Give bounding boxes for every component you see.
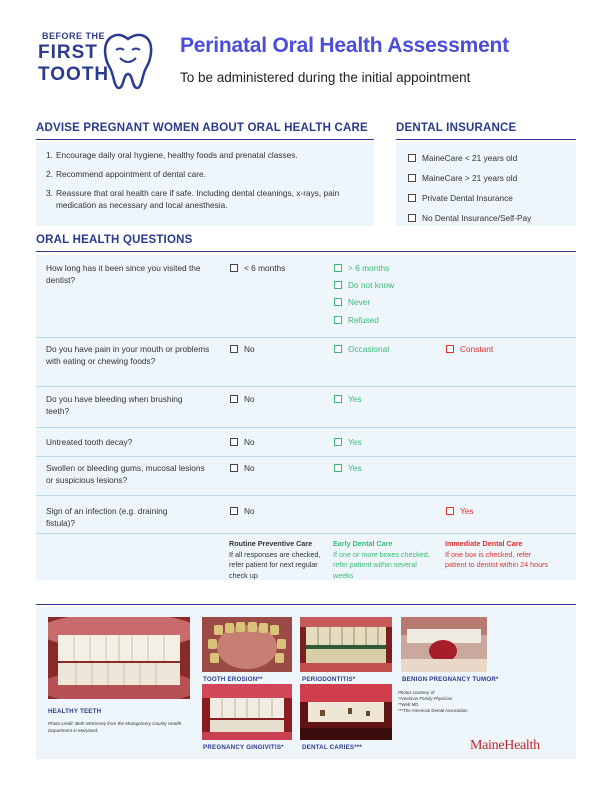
courtesy-line: *American Family Physician	[398, 696, 453, 701]
option-refused[interactable]	[334, 314, 379, 326]
logo-line-3: TOOTH	[38, 64, 110, 85]
option-label: No	[244, 344, 255, 354]
option-more-than-6-months[interactable]	[334, 262, 389, 274]
checkbox[interactable]	[334, 438, 342, 446]
checkbox[interactable]	[446, 345, 454, 353]
option-label: No	[244, 463, 255, 473]
question-pain: Do you have pain in your mouth or problems with eating or chewing foods?	[46, 344, 210, 366]
checkbox[interactable]	[334, 281, 342, 289]
option-label: Yes	[348, 463, 362, 473]
periodontitis-photo	[300, 617, 392, 672]
row-divider	[36, 495, 576, 496]
courtesy-line: Photos courtesy of	[398, 690, 435, 695]
questions-rule	[36, 251, 576, 252]
checkbox[interactable]	[446, 507, 454, 515]
option-decay-yes[interactable]	[334, 436, 362, 448]
advise-item-text: Reassure that oral health care if safe. Including dental cleanings, x-rays, pain medication as necessary and local anesthesia.	[56, 188, 340, 210]
checkbox[interactable]	[230, 464, 238, 472]
checkbox[interactable]	[334, 316, 342, 324]
page-title: Perinatal Oral Health Assessment	[180, 34, 509, 57]
option-pain-no[interactable]	[230, 343, 255, 355]
option-label: No	[244, 437, 255, 447]
page-subtitle: To be administered during the initial appointment	[180, 70, 471, 85]
legend-title: Immediate Dental Care	[445, 539, 523, 548]
option-label: No	[244, 394, 255, 404]
advise-item	[46, 168, 366, 180]
caption-tooth-erosion: TOOTH EROSION**	[203, 676, 263, 683]
option-less-than-6-months[interactable]	[230, 262, 285, 274]
advise-item-text: Encourage daily oral hygiene, healthy foods and prenatal classes.	[56, 150, 298, 160]
option-label: Private Dental Insurance	[422, 193, 513, 203]
advise-heading: ADVISE PREGNANT WOMEN ABOUT ORAL HEALTH CARE	[36, 122, 368, 134]
advise-item-number: 3.	[46, 188, 53, 198]
insurance-option-self-pay[interactable]	[408, 208, 531, 228]
advise-list	[46, 149, 366, 218]
legend-title: Routine Preventive Care	[229, 539, 313, 548]
mainehealth-logo: MaineHealth	[470, 738, 540, 753]
checkbox[interactable]	[230, 507, 238, 515]
checkbox[interactable]	[230, 438, 238, 446]
photos-rule	[36, 604, 576, 605]
option-label: Yes	[348, 394, 362, 404]
tooth-erosion-photo	[202, 617, 292, 672]
option-gums-yes[interactable]	[334, 462, 362, 474]
checkbox[interactable]	[408, 174, 416, 182]
benign-pregnancy-tumor-photo	[401, 617, 487, 672]
row-divider	[36, 533, 576, 534]
courtesy-line: **Web MD	[398, 702, 419, 707]
option-pain-occasional[interactable]	[334, 343, 389, 355]
option-infection-yes[interactable]	[446, 505, 474, 517]
checkbox[interactable]	[334, 395, 342, 403]
checkbox[interactable]	[334, 264, 342, 272]
checkbox[interactable]	[230, 395, 238, 403]
dental-caries-photo	[300, 684, 392, 740]
advise-item	[46, 149, 366, 161]
logo-line-2: FIRST	[38, 42, 98, 63]
option-bleeding-no[interactable]	[230, 393, 255, 405]
logo-line-1: BEFORE THE	[42, 31, 106, 41]
advise-rule	[36, 139, 374, 140]
courtesy-line: ***The American Dental Association	[398, 708, 468, 713]
question-bleeding: Do you have bleeding when brushing teeth?	[46, 394, 183, 416]
checkbox[interactable]	[230, 264, 238, 272]
option-bleeding-yes[interactable]	[334, 393, 362, 405]
insurance-options	[408, 148, 531, 228]
option-label: No	[244, 506, 255, 516]
question-tooth-decay: Untreated tooth decay?	[46, 437, 133, 447]
option-decay-no[interactable]	[230, 436, 255, 448]
legend-text: If one or more boxes checked, refer patient within several weeks	[333, 549, 430, 580]
caption-dental-caries: DENTAL CARIES***	[302, 744, 363, 751]
row-divider	[36, 456, 576, 457]
caption-pregnancy-gingivitis: PREGNANCY GINGIVITIS*	[203, 744, 284, 751]
insurance-heading: DENTAL INSURANCE	[396, 122, 517, 134]
checkbox[interactable]	[334, 298, 342, 306]
option-label: Yes	[348, 437, 362, 447]
insurance-option-mainecare-over-21[interactable]	[408, 168, 531, 188]
caption-healthy-teeth: HEALTHY TEETH	[48, 708, 102, 715]
questions-panel	[36, 255, 576, 580]
checkbox[interactable]	[334, 345, 342, 353]
insurance-option-mainecare-under-21[interactable]	[408, 148, 531, 168]
option-label: < 6 months	[244, 263, 286, 273]
row-divider	[36, 337, 576, 338]
checkbox[interactable]	[230, 345, 238, 353]
option-infection-no[interactable]	[230, 505, 255, 517]
photo-credit: Photo credit: Beth McKinney from the Montgomery County Health Department in Maryland.	[48, 721, 182, 733]
advise-item	[46, 187, 366, 211]
insurance-option-private[interactable]	[408, 188, 531, 208]
advise-item-number: 2.	[46, 169, 53, 179]
legend-title: Early Dental Care	[333, 539, 393, 548]
advise-item-text: Recommend appointment of dental care.	[56, 169, 206, 179]
legend-routine-care	[229, 539, 334, 581]
option-label: > 6 months	[348, 263, 390, 273]
option-label: MaineCare < 21 years old	[422, 153, 518, 163]
option-label: Constant	[460, 344, 494, 354]
question-swollen-gums: Swollen or bleeding gums, mucosal lesions or suspicious lesions?	[46, 463, 205, 485]
legend-text: If all responses are checked, refer patient for next regular check up	[229, 549, 321, 580]
option-label: Yes	[460, 506, 474, 516]
option-do-not-know[interactable]	[334, 279, 394, 291]
advise-item-number: 1.	[46, 150, 53, 160]
tooth-mascot-icon	[100, 30, 156, 92]
insurance-rule	[396, 139, 576, 140]
caption-periodontitis: PERIODONTITIS*	[302, 676, 356, 683]
option-label: No Dental Insurance/Self-Pay	[422, 213, 532, 223]
option-gums-no[interactable]	[230, 462, 255, 474]
before-the-first-tooth-logo	[36, 30, 166, 92]
photo-courtesy	[398, 690, 468, 714]
caption-benign-pregnancy-tumor: BENIGN PREGNANCY TUMOR*	[402, 676, 499, 683]
option-label: MaineCare > 21 years old	[422, 173, 518, 183]
option-label: Refused	[348, 315, 379, 325]
pregnancy-gingivitis-photo	[202, 684, 292, 740]
question-last-dentist-visit: How long has it been since you visited the dentist?	[46, 263, 201, 285]
checkbox[interactable]	[408, 214, 416, 222]
option-label: Do not know	[348, 280, 395, 290]
option-pain-constant[interactable]	[446, 343, 493, 355]
healthy-teeth-photo	[48, 617, 190, 699]
option-label: Occasional	[348, 344, 390, 354]
row-divider	[36, 427, 576, 428]
legend-immediate-care	[445, 539, 550, 571]
question-infection: Sign of an infection (e.g. draining fistula)?	[46, 506, 168, 528]
checkbox[interactable]	[334, 464, 342, 472]
checkbox[interactable]	[408, 154, 416, 162]
legend-text: If one box is checked, refer patient to dentist within 24 hours	[445, 549, 549, 569]
legend-early-care	[333, 539, 438, 581]
questions-heading: ORAL HEALTH QUESTIONS	[36, 234, 193, 246]
checkbox[interactable]	[408, 194, 416, 202]
row-divider	[36, 386, 576, 387]
option-never[interactable]	[334, 296, 370, 308]
option-label: Never	[348, 297, 371, 307]
